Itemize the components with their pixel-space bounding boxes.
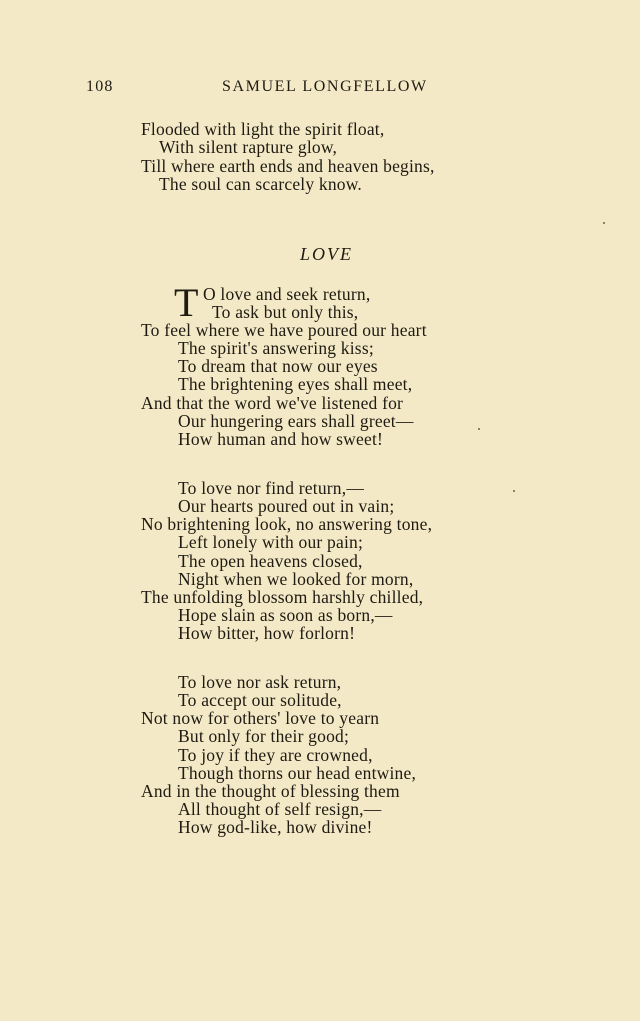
verse-line: Flooded with light the spirit float,: [141, 119, 385, 139]
verse-line: To ask but only this,: [212, 302, 359, 322]
verse-line: Not now for others' love to yearn: [141, 708, 380, 728]
verse-line: All thought of self resign,—: [178, 799, 382, 819]
running-title: SAMUEL LONGFELLOW: [222, 78, 428, 95]
verse-line: To joy if they are crowned,: [178, 745, 373, 765]
verse-line: Night when we looked for morn,: [178, 569, 414, 589]
verse-line: To feel where we have poured our heart: [141, 320, 427, 340]
verse-line: To accept our solitude,: [178, 690, 342, 710]
paper-speck: [513, 490, 515, 492]
verse-line: But only for their good;: [178, 726, 350, 746]
paper-speck: [603, 222, 605, 224]
verse-line: Hope slain as soon as born,—: [178, 605, 393, 625]
verse-line: Though thorns our head entwine,: [178, 763, 417, 783]
verse-line: The soul can scarcely know.: [159, 174, 363, 194]
verse-line: To dream that now our eyes: [178, 356, 378, 376]
verse-line: No brightening look, no answering tone,: [141, 514, 433, 534]
verse-line: The spirit's answering kiss;: [178, 338, 374, 358]
verse-line: O love and seek return,: [203, 284, 371, 304]
verse-line: Our hearts poured out in vain;: [178, 496, 395, 516]
verse-line: With silent rapture glow,: [159, 137, 338, 157]
drop-cap: T: [174, 280, 199, 325]
page-header: [86, 78, 446, 100]
verse-line: The unfolding blossom harshly chilled,: [141, 587, 424, 607]
poem-title: LOVE: [300, 244, 353, 264]
verse-line: Till where earth ends and heaven begins,: [141, 156, 435, 176]
verse-line: The brightening eyes shall meet,: [178, 374, 413, 394]
verse-line: To love nor ask return,: [178, 672, 342, 692]
verse-line: And that the word we've listened for: [141, 393, 404, 413]
verse-line: To love nor find return,—: [178, 478, 365, 498]
verse-line: Left lonely with our pain;: [178, 532, 364, 552]
verse-line: How human and how sweet!: [178, 429, 384, 449]
verse-line: How god-like, how divine!: [178, 817, 373, 837]
verse-line: The open heavens closed,: [178, 551, 363, 571]
page-number: 108: [86, 78, 114, 95]
verse-line: Our hungering ears shall greet—: [178, 411, 414, 431]
verse-line: And in the thought of blessing them: [141, 781, 400, 801]
paper-speck: [478, 428, 480, 430]
verse-line: How bitter, how forlorn!: [178, 623, 356, 643]
